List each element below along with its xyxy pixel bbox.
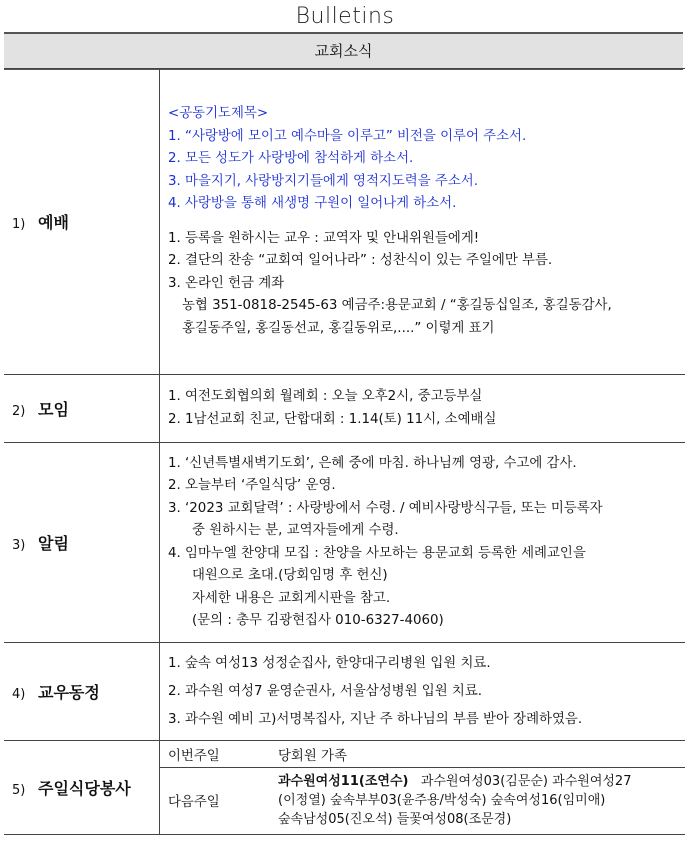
news-item: 1. 숲속 여성13 성정순집사, 한양대구리병원 입원 치료. <box>168 655 491 671</box>
account-line: 홍길동주일, 홍길동선교, 홍길동위로,....” 이렇게 표기 <box>182 320 495 336</box>
this-week-value: 당회원 가족 <box>272 742 685 768</box>
prayer-item: 3. 마을지기, 사랑방지기들에게 영적지도력을 주소서. <box>168 173 478 189</box>
section-number: 1) <box>12 217 26 232</box>
worship-notice: 2. 결단의 찬송 “교회여 일어나라” : 성찬식이 있는 주일에만 부름. <box>168 253 553 268</box>
meeting-label <box>4 375 160 443</box>
section-name: 모임 <box>38 400 69 419</box>
news-item: 3. 과수원 예비 고)서명복집사, 지난 주 하나님의 부름 받아 장례하였음. <box>168 711 583 727</box>
announce-line: 2. 오늘부터 ‘주일식당’ 운영. <box>168 478 336 493</box>
next-week-value <box>272 768 685 834</box>
prayer-item: 2. 모든 성도가 사랑방에 참석하게 하소서. <box>168 151 414 166</box>
worship-content <box>160 69 686 375</box>
page-title: Bulletins <box>295 4 395 29</box>
section-number: 3) <box>12 538 26 553</box>
this-week-label: 이번주일 <box>160 742 272 768</box>
section-number: 2) <box>12 404 26 419</box>
worship-notice: 1. 등록을 원하시는 교우 : 교역자 및 안내위원들에게! <box>168 230 480 246</box>
announce-line: 3. ‘2023 교회달력’ : 사랑방에서 수령. / 예비사랑방식구들, 또는 미등록자 <box>168 500 603 516</box>
announce-label <box>4 443 160 643</box>
news-item: 2. 과수원 여성7 윤영순권사, 서울삼성병원 입원 치료. <box>168 683 483 699</box>
news-row <box>4 643 685 741</box>
worship-row <box>4 69 685 375</box>
news-label <box>4 643 160 741</box>
news-content <box>160 643 686 741</box>
worship-label <box>4 69 160 375</box>
meeting-item: 2. 1남선교회 친교, 단합대회 : 1.14(토) 11시, 소예배실 <box>168 411 497 427</box>
account-line: 농협 351-0818-2545-63 예금주:용문교회 / “홍길동십일조, 홍길동감사, <box>182 298 612 313</box>
next-week-staff: 과수원여성03(김문순) 과수원여성27 <box>420 774 632 790</box>
announce-line: (문의 : 총무 김광현집사 010-6327-4060) <box>192 613 444 628</box>
announce-line: 자세한 내용은 교회게시판을 참고. <box>192 590 391 606</box>
worship-notice: 3. 온라인 헌금 계좌 <box>168 275 285 291</box>
section-name: 교우동정 <box>38 683 100 702</box>
section-number: 5) <box>12 783 26 798</box>
prayer-item: 1. “사랑방에 모이고 예수마을 이루고” 비전을 이루어 주소서. <box>168 128 527 144</box>
next-week-lead: 과수원여성11(조연수) <box>278 774 409 790</box>
announce-line: 4. 임마누엘 찬양대 모집 : 찬양을 사모하는 용문교회 등록한 세례교인을 <box>168 545 586 561</box>
announce-content <box>160 443 686 643</box>
announce-line: 중 원하시는 분, 교역자들에게 수령. <box>192 523 399 538</box>
section-header: 교회소식 <box>4 32 683 70</box>
prayer-heading: <공동기도제목> <box>168 106 269 121</box>
prayer-item: 4. 사랑방을 통해 새생명 구원이 일어나게 하소서. <box>168 196 457 211</box>
bulletin-table <box>4 68 685 835</box>
meeting-item: 1. 여전도회협의회 월례회 : 오늘 오후2시, 중고등부실 <box>168 389 483 404</box>
kitchen-label <box>4 741 160 835</box>
section-name: 주일식당봉사 <box>38 779 131 798</box>
next-week-staff: (이정열) 숲속부부03(윤주용/박성숙) 숲속여성16(임미애) <box>278 793 606 809</box>
meeting-content <box>160 375 686 443</box>
announce-line: 대원으로 초대.(당회임명 후 헌신) <box>192 568 388 583</box>
next-week-label: 다음주일 <box>168 795 220 811</box>
section-number: 4) <box>12 687 26 702</box>
kitchen-table <box>160 742 685 834</box>
section-name: 알림 <box>38 534 69 553</box>
meeting-row <box>4 375 685 443</box>
next-week-staff: 숲속남성05(진오석) 들꽃여성08(조문경) <box>278 812 512 828</box>
kitchen-row <box>4 741 685 835</box>
kitchen-content <box>160 741 686 835</box>
announce-row <box>4 443 685 643</box>
section-name: 예배 <box>38 213 69 232</box>
announce-line: 1. ‘신년특별새벽기도회’, 은혜 중에 마침. 하나님께 영광, 수고에 감사. <box>168 455 577 471</box>
